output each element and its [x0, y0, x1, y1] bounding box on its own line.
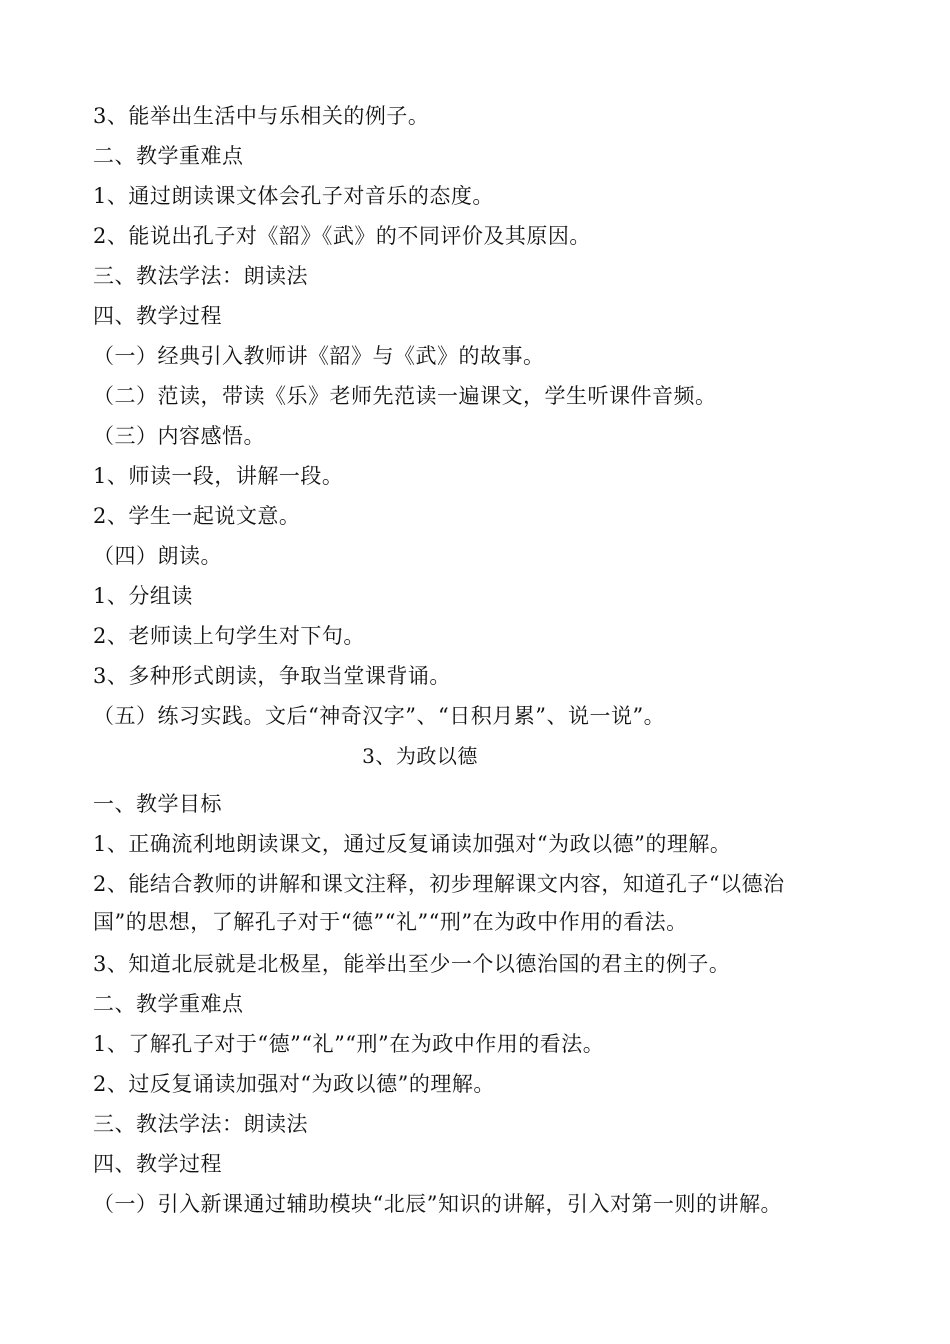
text-line: 1、正确流利地朗读课文，通过反复诵读加强对“为政以德”的理解。	[93, 832, 732, 856]
text-line: 2、学生一起说文意。	[93, 504, 301, 528]
section-heading: 四、教学过程	[93, 1152, 222, 1176]
section-heading: 四、教学过程	[93, 304, 222, 328]
section-heading: 一、教学目标	[93, 792, 222, 816]
text-line: 1、师读一段，讲解一段。	[93, 464, 344, 488]
section-heading: 三、教法学法：朗读法	[93, 1112, 308, 1136]
text-line: 1、了解孔子对于“德”“礼”“刑”在为政中作用的看法。	[93, 1032, 605, 1056]
text-line: 1、分组读	[93, 584, 193, 608]
text-line: 1、通过朗读课文体会孔子对音乐的态度。	[93, 184, 494, 208]
section-heading: 二、教学重难点	[93, 992, 244, 1016]
section-heading: 三、教法学法：朗读法	[93, 264, 308, 288]
text-line: （二）范读，带读《乐》老师先范读一遍课文，学生听课件音频。	[93, 384, 717, 408]
text-line: 3、多种形式朗读，争取当堂课背诵。	[93, 664, 451, 688]
text-line: 2、过反复诵读加强对“为政以德”的理解。	[93, 1072, 495, 1096]
text-line: 3、知道北辰就是北极星，能举出至少一个以德治国的君主的例子。	[93, 952, 731, 976]
text-line: 3、能举出生活中与乐相关的例子。	[93, 104, 430, 128]
text-line: （一）经典引入教师讲《韶》与《武》的故事。	[93, 344, 545, 368]
lesson-title: 3、为政以德	[362, 744, 478, 768]
text-line: （一）引入新课通过辅助模块“北辰”知识的讲解，引入对第一则的讲解。	[93, 1192, 782, 1216]
section-heading: 二、教学重难点	[93, 144, 244, 168]
text-line: 国”的思想，了解孔子对于“德”“礼”“刑”在为政中作用的看法。	[93, 910, 688, 934]
text-line: （五）练习实践。文后“神奇汉字”、“日积月累”、说一说”。	[93, 704, 666, 728]
text-line: 2、老师读上句学生对下句。	[93, 624, 365, 648]
text-line: 2、能结合教师的讲解和课文注释，初步理解课文内容，知道孔子“以德治	[93, 872, 785, 896]
text-line: （三）内容感悟。	[93, 424, 265, 448]
text-line: 2、能说出孔子对《韶》《武》的不同评价及其原因。	[93, 224, 591, 248]
text-line: （四）朗读。	[93, 544, 222, 568]
